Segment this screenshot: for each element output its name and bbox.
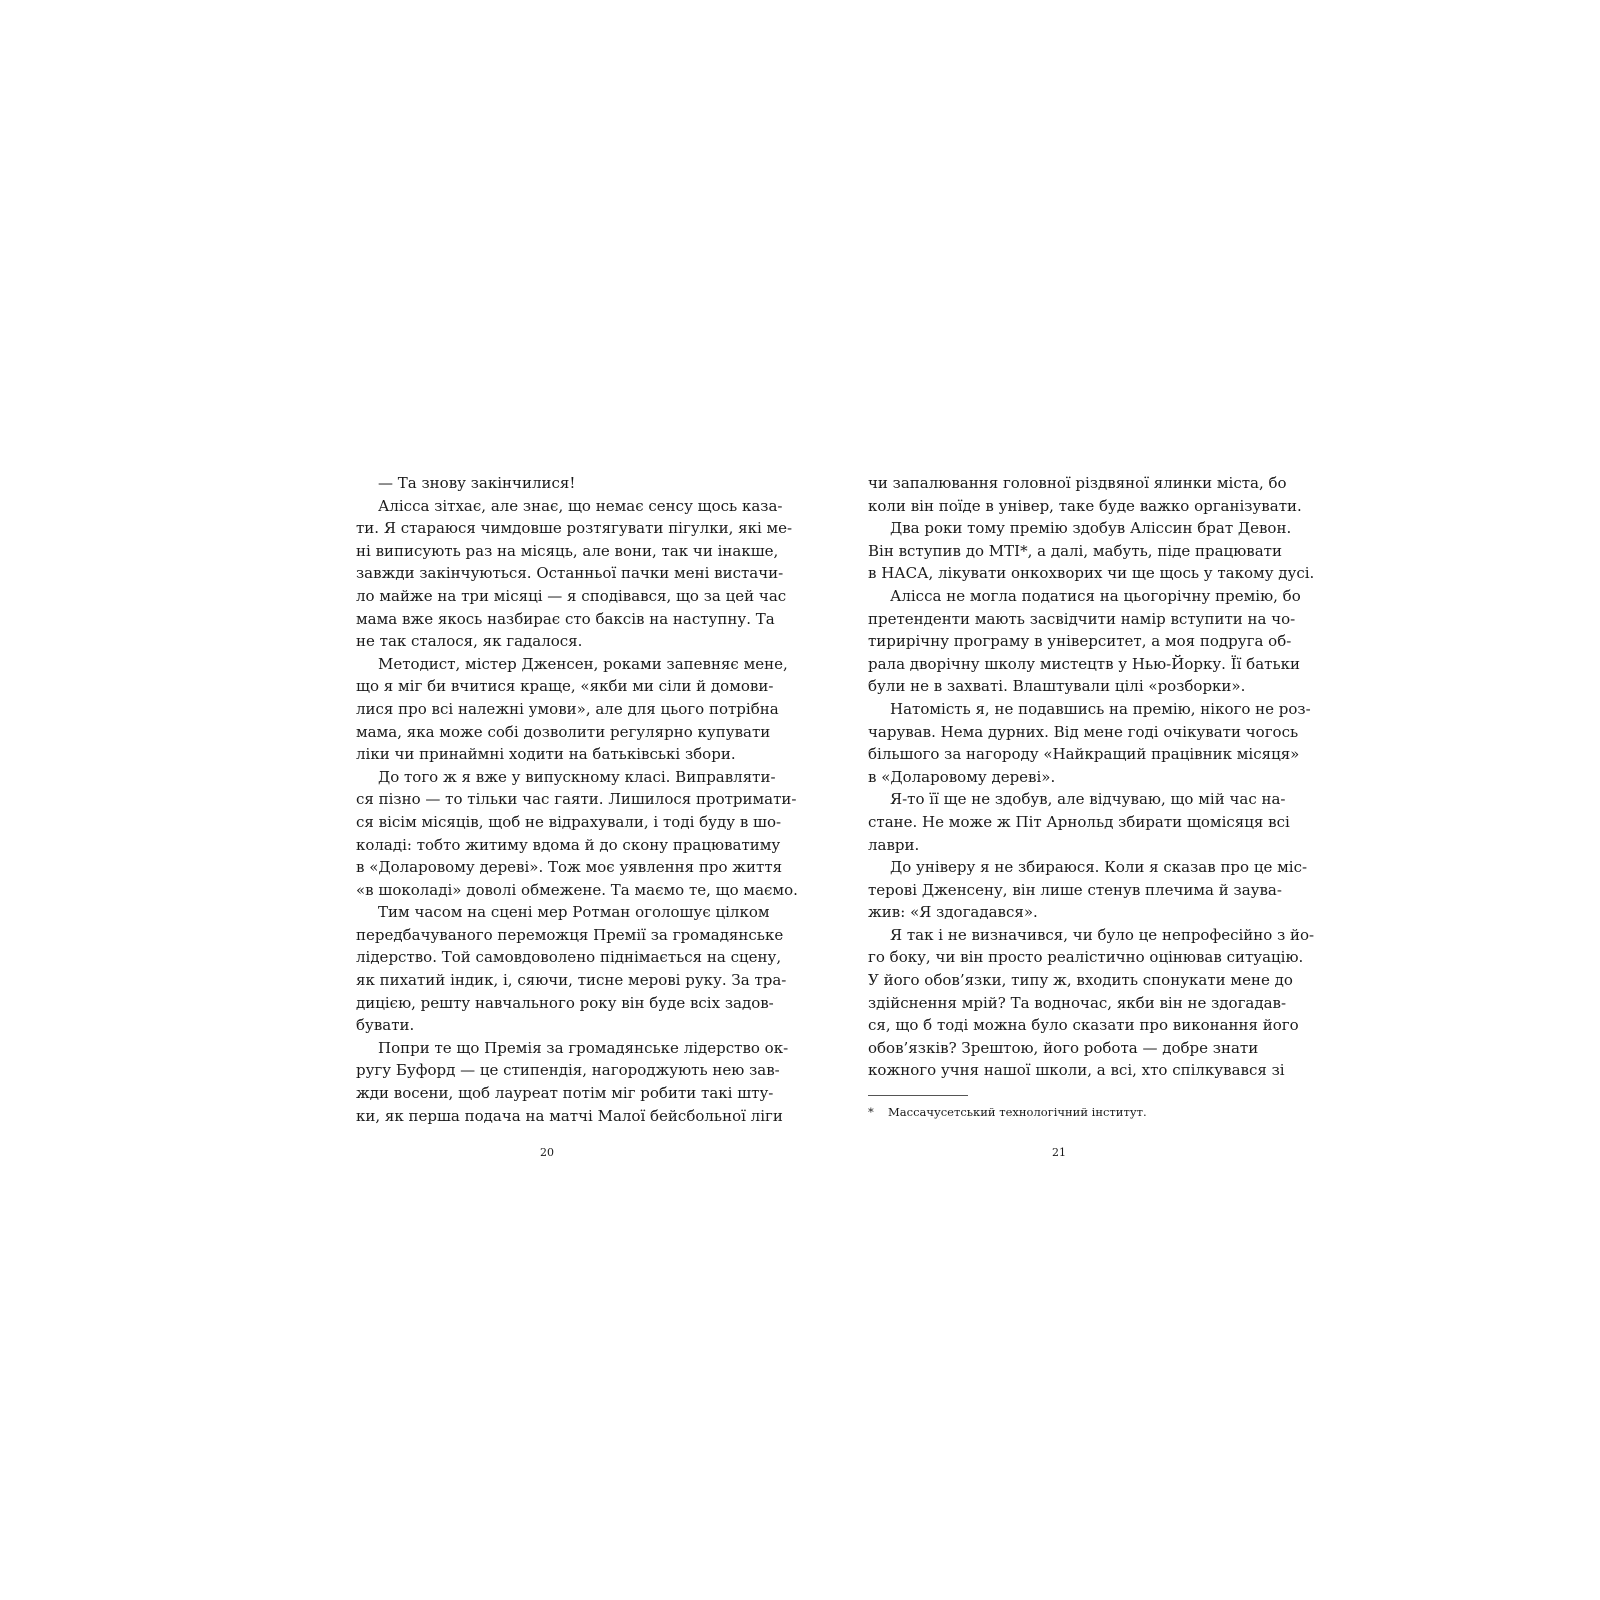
text-line: в «Доларовому дереві». Тож моє уявлення про життя [356,858,783,877]
text-line: лідерство. Той самовдоволено піднімається на сцену, [356,948,782,967]
text-line: ругу Буфорд — це стипендія, нагороджують нею зав- [356,1061,780,1080]
text-line: рала дворічну школу мистецтв у Нью-Йорку. Її батьки [868,654,1300,673]
text-line: ки, як перша подача на матчі Малої бейсбольної ліги [356,1106,783,1125]
text-line: «в шоколаді» доволі обмежене. Та маємо те, що маємо. [356,880,798,899]
text-line: Тим часом на сцені мер Ротман оголошує цілком [378,903,770,922]
text-line: тирирічну програму в університет, а моя подруга об- [868,632,1292,651]
text-line: що я міг би вчитися краще, «якби ми сіли й домови- [356,677,774,696]
text-line: ти. Я стараюся чимдовше розтягувати пігулки, які ме- [356,519,793,538]
text-line: го боку, чи він просто реалістично оцінював ситуацію. [868,948,1304,967]
text-line: Я так і не визначився, чи було це непрофесійно з йо- [890,925,1315,944]
text-line: Натомість я, не подавшись на премію, нікого не роз- [890,699,1311,718]
text-line: кожного учня нашої школи, а всі, хто спілкувався зі [868,1061,1285,1080]
right-page-text [868,472,1315,1082]
footnote [868,1104,1147,1120]
text-line: жди восени, щоб лауреат потім міг робити такі шту- [356,1084,774,1103]
text-line: Попри те що Премія за громадянське лідерство ок- [378,1038,789,1057]
footnote-text: Массачусетський технологічний інститут. [888,1105,1147,1119]
text-line: лаври. [868,835,920,854]
text-line: мама вже якось назбирає сто баксів на наступну. Та [356,609,775,628]
text-line: більшого за нагороду «Найкращий працівник місяця» [868,745,1300,764]
text-line: стане. Не може ж Піт Арнольд збирати щомісяця всі [868,812,1290,831]
text-line: претенденти мають засвідчити намір вступити на чо- [868,609,1296,628]
text-line: Я-то її ще не здобув, але відчуваю, що мій час на- [890,790,1286,809]
text-line: У його обов’язки, типу ж, входить спонукати мене до [868,971,1293,990]
text-line: передбачуваного переможця Премії за громадянське [356,925,784,944]
text-line: терові Дженсену, він лише стенув плечима й заува- [868,880,1282,899]
text-line: не так сталося, як гадалося. [356,632,583,651]
text-line: ліки чи принаймні ходити на батьківські збори. [356,745,736,764]
text-line: мама, яка може собі дозволити регулярно купувати [356,722,771,741]
text-line: обов’язків? Зрештою, його робота — добре знати [868,1038,1259,1057]
text-line: Він вступив до МТІ*, а далі, мабуть, піде працювати [868,541,1282,560]
text-line: були не в захваті. Влаштували цілі «розборки». [868,677,1246,696]
text-line: — Та знову закінчилися! [378,474,576,492]
text-line: До універу я не збираюся. Коли я сказав про це міс- [890,858,1308,877]
footnote-mark: * [868,1105,874,1119]
text-line: ло майже на три місяці — я сподівався, що за цей час [356,586,787,605]
text-line: чарував. Нема дурних. Від мене годі очікувати чогось [868,722,1299,741]
text-line: ся пізно — то тільки час гаяти. Лишилося протримати- [356,790,797,809]
text-line: Два роки тому премію здобув Аліссин брат Девон. [890,519,1292,538]
footnote-divider [868,1095,968,1096]
text-line: До того ж я вже у випускному класі. Виправляти- [378,767,776,786]
text-line: лися про всі належні умови», але для цього потрібна [356,699,779,718]
text-line: коли він поїде в універ, таке буде важко організувати. [868,496,1302,515]
page-number-left: 20 [540,1146,554,1159]
text-line: чи запалювання головної різдвяної ялинки міста, бо [868,474,1287,492]
text-line: здійснення мрій? Та водночас, якби він не здогадав- [868,993,1287,1012]
text-line: в «Доларовому дереві». [868,767,1056,786]
text-line: як пихатий індик, і, сяючи, тисне мерові руку. За тра- [356,971,787,990]
text-line: Алісса не могла податися на цьогорічну премію, бо [890,586,1301,605]
text-line: в НАСА, лікувати онкохворих чи ще щось у такому дусі. [868,564,1315,583]
text-line: бувати. [356,1016,415,1035]
text-line: ся вісім місяців, щоб не відрахували, і тоді буду в шо- [356,812,782,831]
text-line: ся, що б тоді можна було сказати про виконання його [868,1016,1299,1035]
text-line: жив: «Я здогадався». [868,903,1038,922]
text-line: завжди закінчуються. Останньої пачки мені вистачи- [356,564,784,583]
left-page-text [356,472,798,1127]
text-line: Алісса зітхає, але знає, що немає сенсу щось каза- [378,496,783,515]
text-line: Методист, містер Дженсен, роками запевняє мене, [378,654,788,673]
text-line: коладі: тобто житиму вдома й до скону працюватиму [356,835,781,854]
page-number-right: 21 [1052,1146,1066,1159]
text-line: ні виписують раз на місяць, але вони, так чи інакше, [356,541,779,560]
text-line: дицією, решту навчального року він буде всіх задов- [356,993,774,1012]
